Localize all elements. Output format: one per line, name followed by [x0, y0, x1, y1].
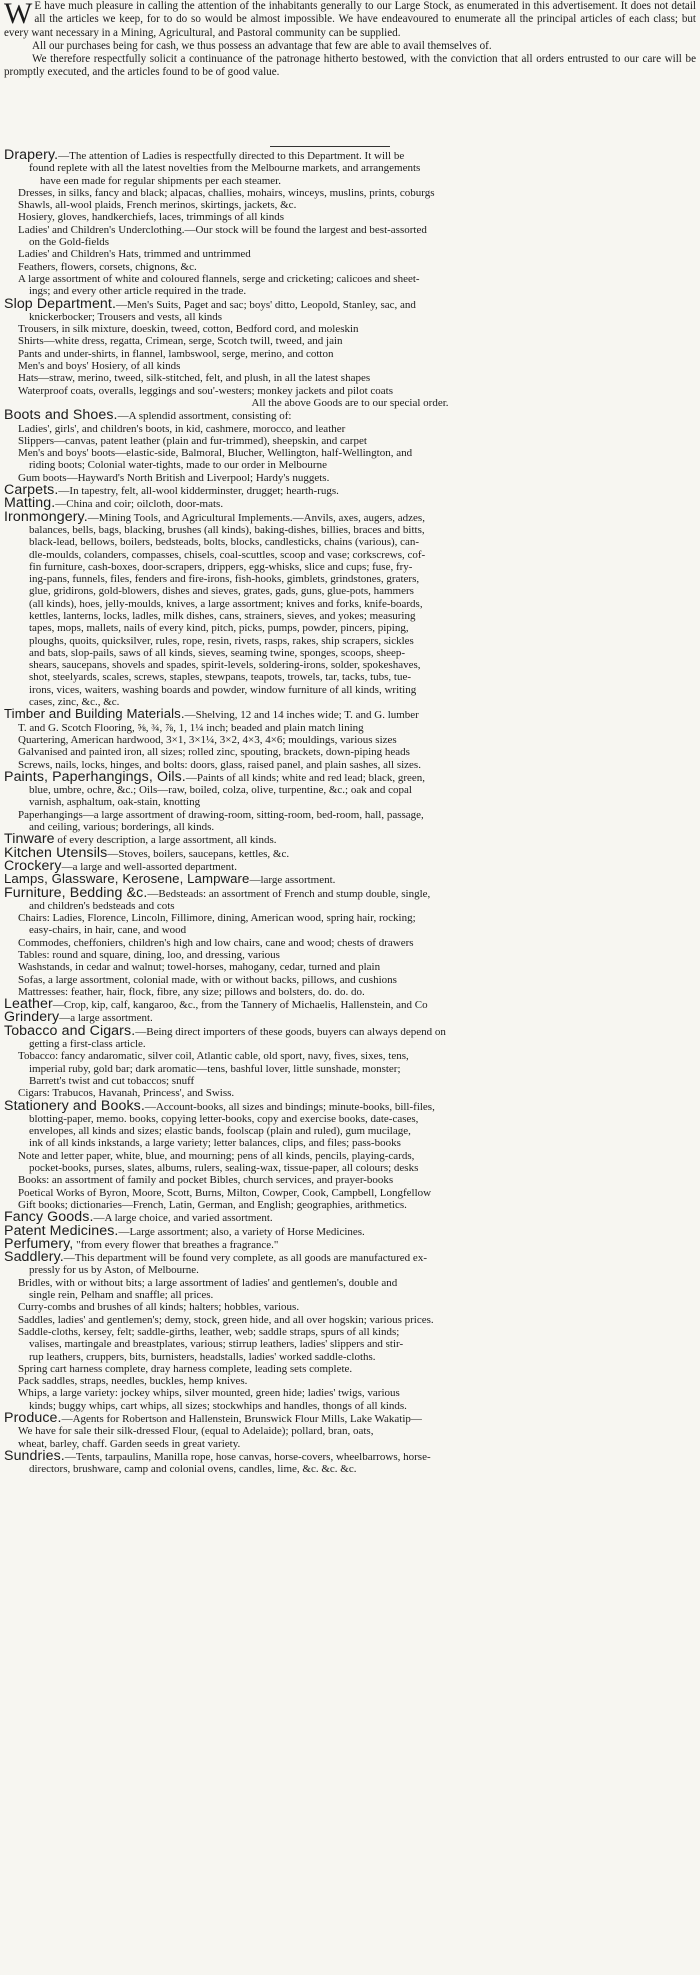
- section-produce: [4, 1412, 696, 1450]
- item-line: All the above Goods are to our special order.: [251, 396, 449, 409]
- section-furniture: [4, 887, 696, 999]
- item-line: Screws, nails, locks, hinges, and bolts: doors, glass, raised panel, and plain sashes, all sizes.: [18, 758, 421, 771]
- section-carpets: [4, 484, 696, 497]
- section-heading: Grindery: [4, 1011, 60, 1025]
- section-text: —Bedsteads: an assortment of French and stump double, single,: [147, 887, 431, 900]
- item-line: Dresses, in silks, fancy and black; alpacas, challies, mohairs, winceys, muslins, prints, coburgs: [18, 186, 435, 199]
- section-heading: Perfumery,: [4, 1237, 74, 1252]
- item-line: Men's and boys' Hosiery, of all kinds: [18, 360, 181, 373]
- section-heading-line: [4, 860, 696, 873]
- section-divider: [270, 146, 390, 147]
- section-heading-line: [4, 1011, 696, 1024]
- item-line: Books: an assortment of family and pocket Bibles, church services, and prayer-books: [18, 1174, 394, 1187]
- intro-paragraph-2: All our purchases being for cash, we thus possess an advantage that few are able to avail themselves of.: [32, 39, 492, 52]
- section-ironmongery: [4, 511, 696, 709]
- item-line: irons, vices, waiters, washing boards and powder, window furniture of all kinds, writing: [29, 683, 417, 696]
- section-text: —Account-books, all sizes and bindings; minute-books, bill-files,: [144, 1100, 435, 1113]
- section-heading: Paints, Paperhangings, Oils.: [4, 770, 186, 785]
- item-line: getting a first-class article.: [29, 1038, 146, 1051]
- section-grindery: [4, 1011, 696, 1024]
- section-text: —Men's Suits, Paget and sac; boys' ditto, Leopold, Stanley, sac, and: [116, 298, 416, 311]
- section-text: —a large and well-assorted department.: [61, 860, 237, 873]
- item-line: Commodes, cheffoniers, children's high and low chairs, cane and wood; chests of drawers: [18, 936, 414, 949]
- section-text: —Large assortment; also, a variety of Horse Medicines.: [118, 1225, 365, 1238]
- section-heading: Tobacco and Cigars.: [4, 1024, 136, 1039]
- item-line: envelopes, all kinds and sizes; elastic bands, foolscap (plain and ruled), gum mucilage,: [29, 1125, 411, 1138]
- section-text: —In tapestry, felt, all-wool kidderminster, drugget; hearth-rugs.: [58, 485, 339, 498]
- product-catalog: [4, 149, 696, 1475]
- section-boots: [4, 409, 696, 484]
- section-timber: [4, 708, 696, 770]
- section-heading: Matting.: [4, 497, 56, 511]
- item-line: pocket-books, purses, slates, albums, rulers, sealing-wax, tissue-paper, all colours; desks: [29, 1162, 419, 1175]
- section-heading-line: [4, 1412, 696, 1425]
- item-line: Gum boots—Hayward's North British and Liverpool; Hardy's nuggets.: [18, 471, 330, 484]
- section-heading-line: [4, 1025, 696, 1038]
- item-line: ink of all kinds inkstands, a large variety; letter balances, clips, and files; pass-books: [29, 1137, 401, 1150]
- item-line: Ladies' and Children's Underclothing.—Our stock will be found the largest and best-assorted: [18, 223, 427, 236]
- section-crockery: [4, 860, 696, 873]
- section-heading: Tinware: [4, 833, 55, 847]
- section-text: —Crop, kip, calf, kangaroo, &c., from the Tannery of Michaelis, Hallenstein, and Co: [52, 999, 428, 1012]
- section-heading: Furniture, Bedding &c.: [4, 886, 148, 900]
- item-line: shot, steelyards, scales, screws, staples, stewpans, teapots, trowels, tar, tacks, tubs, tue-: [29, 671, 412, 684]
- section-heading: Lamps, Glassware, Kerosene, Lampware: [4, 873, 250, 887]
- section-heading: Sundries.: [4, 1449, 65, 1464]
- section-heading: Ironmongery.: [4, 510, 88, 524]
- section-heading-line: [4, 887, 696, 900]
- item-line: Ladies' and Children's Hats, trimmed and untrimmed: [18, 248, 251, 261]
- item-line: Hosiery, gloves, handkerchiefs, laces, trimmings of all kinds: [18, 211, 284, 224]
- section-heading-line: [4, 771, 696, 784]
- item-line: kettles, lanterns, locks, ladles, milk dishes, cans, strainers, sieves, and yokes; measuring: [29, 609, 416, 622]
- section-fancy: [4, 1211, 696, 1224]
- section-kitchen: [4, 847, 696, 860]
- item-line: blotting-paper, memo. books, copying letter-books, copy and exercise books, date-cases,: [29, 1112, 419, 1125]
- section-text: "from every flower that breathes a fragrance.": [73, 1238, 279, 1251]
- item-line: Mattresses: feather, hair, flock, fibre, any size; pillows and bolsters, do. do. do.: [18, 985, 365, 998]
- item-line: Chairs: Ladies, Florence, Lincoln, Fillimore, dining, American wood, spring hair, rocking;: [18, 912, 416, 925]
- section-text: of every description, a large assortment, all kinds.: [54, 834, 277, 847]
- section-heading-line: [4, 1211, 696, 1224]
- item-line: fin furniture, cash-boxes, door-scrapers, drippers, egg-whisks, slice and cups; fuse, fry-: [29, 560, 413, 573]
- section-slop: [4, 298, 696, 410]
- section-heading: Timber and Building Materials.: [4, 708, 185, 722]
- item-line: Pack saddles, straps, needles, buckles, hemp knives.: [18, 1375, 248, 1388]
- item-line: Trousers, in silk mixture, doeskin, tweed, cotton, Bedford cord, and moleskin: [18, 323, 359, 336]
- section-text: —A splendid assortment, consisting of:: [117, 410, 292, 423]
- item-line: Slippers—canvas, patent leather (plain and fur-trimmed), sheepskin, and carpet: [18, 434, 367, 447]
- item-line: blue, umbre, ochre, &c.; Oils—raw, boiled, colza, olive, turpentine, &c.; oak and copal: [29, 784, 412, 797]
- section-text: —A large choice, and varied assortment.: [93, 1212, 273, 1225]
- item-line: glue, gridirons, gold-blowers, dishes and sieves, grates, gads, guns, glue-pots, hammers: [29, 585, 414, 598]
- intro-block: [4, 0, 696, 80]
- item-line: Saddles, ladies' and gentlemen's; demy, stock, green hide, and all over hogskin; various prices.: [18, 1313, 434, 1326]
- section-heading-line: [4, 511, 696, 524]
- item-line: Spring cart harness complete, dray harness complete, leading sets complete.: [18, 1362, 353, 1375]
- section-heading-line: [4, 1100, 696, 1113]
- section-heading-line: [4, 484, 696, 497]
- section-heading-line: [4, 149, 696, 162]
- section-perfumery: [4, 1238, 696, 1251]
- item-line: Pants and under-shirts, in flannel, lambswool, serge, merino, and cotton: [18, 347, 334, 360]
- item-line: A large assortment of white and coloured flannels, serge and cricketing; calicoes and sheet-: [18, 272, 420, 285]
- item-line: dle-moulds, colanders, compasses, chisels, coal-scuttles, scoop and vase; corkscrews, cof-: [29, 548, 426, 561]
- section-heading-line: [4, 409, 696, 422]
- section-heading: Drapery.: [4, 149, 59, 163]
- item-line: ings; and every other article required in the trade.: [29, 285, 247, 298]
- section-heading: Stationery and Books.: [4, 1099, 145, 1113]
- item-line: Bridles, with or without bits; a large assortment of ladies' and gentlemen's, double and: [18, 1276, 398, 1289]
- item-line: knickerbocker; Trousers and vests, all kinds: [29, 310, 223, 323]
- section-stationery: [4, 1100, 696, 1212]
- section-heading: Kitchen Utensils: [4, 846, 108, 860]
- section-saddlery: [4, 1251, 696, 1412]
- item-line: We have for sale their silk-dressed Flour, (equal to Adelaide); pollard, bran, oats,: [18, 1425, 374, 1438]
- item-line: have een made for regular shipments per each steamer.: [40, 174, 281, 187]
- item-line: Quartering, American hardwood, 3×1, 3×1¼, 3×2, 4×3, 4×6; mouldings, various sizes: [18, 733, 397, 746]
- item-line: found replete with all the latest novelties from the Melbourne markets, and arrangements: [29, 162, 421, 175]
- section-tinware: [4, 833, 696, 846]
- drop-cap: W: [4, 0, 33, 30]
- section-text: —large assortment.: [249, 874, 336, 887]
- item-line: balances, bells, bags, blacking, brushes (all kinds), baking-dishes, billies, braces and bitts,: [29, 523, 425, 536]
- section-heading-line: [4, 1450, 696, 1463]
- intro-text-1: E have much pleasure in calling the attention of the inhabitants generally to our Large Stock, as enumerated in this advertisement. It does not detail all the articles we keep, for to do so would be almost impossible. We have endeavoured to enumerate all the principal articles of each class; but every want necessary in a Mining, Agricultural, and Pastoral community can be supplied.: [4, 0, 696, 39]
- section-heading-line: [4, 998, 696, 1011]
- item-line: Men's and boys' boots—elastic-side, Balmoral, Blucher, Wellington, half-Wellington, and: [18, 447, 413, 460]
- section-text: —China and coir; oilcloth, door-mats.: [55, 498, 224, 511]
- item-line: Galvanised and painted iron, all sizes; rolled zinc, spouting, brackets, down-piping heads: [18, 746, 410, 759]
- item-line: riding boots; Colonial water-tights, made to our order in Melbourne: [29, 459, 327, 472]
- item-line: Gift books; dictionaries—French, Latin, German, and English; geographies, arithmetics.: [18, 1198, 407, 1211]
- section-matting: [4, 497, 696, 510]
- item-line: valises, martingale and breastplates, various; stirrup leathers, ladies' slippers and stir-: [29, 1338, 404, 1351]
- item-line: (all kinds), hoes, jelly-moulds, knives, a large assortment; knives and forks, knife-boards,: [29, 597, 423, 610]
- section-heading: Crockery: [4, 859, 62, 874]
- item-line: pressly for us by Aston, of Melbourne.: [29, 1264, 199, 1277]
- section-text: —Shelving, 12 and 14 inches wide; T. and G. lumber: [184, 709, 419, 722]
- item-line: Curry-combs and brushes of all kinds; halters; hobbles, various.: [18, 1301, 300, 1314]
- item-line: Tobacco: fancy andaromatic, silver coil, Atlantic cable, old sport, navy, fives, sixes, tens,: [18, 1050, 409, 1063]
- item-line: and ceiling, various; borderings, all kinds.: [29, 821, 215, 834]
- item-line: shears, saucepans, shovels and spades, spirit-levels, soldering-irons, solder, spokeshaves,: [29, 659, 421, 672]
- section-text: —This department will be found very complete, as all goods are manufactured ex-: [63, 1252, 427, 1265]
- section-text: —Agents for Robertson and Hallenstein, Brunswick Flour Mills, Lake Wakatip—: [61, 1412, 422, 1425]
- item-line: cases, zinc, &c., &c.: [29, 696, 120, 709]
- item-line: Saddle-cloths, kersey, felt; saddle-girths, leather, web; saddle straps, spurs of all kinds;: [18, 1325, 400, 1338]
- item-line: Hats—straw, merino, tweed, silk-stitched, felt, and plush, in all the latest shapes: [18, 372, 371, 385]
- item-line: varnish, asphaltum, oak-stain, knotting: [29, 796, 201, 809]
- item-line: on the Gold-fields: [29, 236, 110, 249]
- section-heading: Saddlery.: [4, 1251, 64, 1265]
- item-line: Cigars: Trabucos, Havanah, Princess', and Swiss.: [18, 1087, 235, 1100]
- section-heading-line: [4, 1238, 696, 1251]
- item-line: easy-chairs, in hair, cane, and wood: [29, 924, 187, 937]
- item-line: Waterproof coats, overalls, leggings and sou'-westers; monkey jackets and pilot coats: [18, 384, 393, 397]
- item-line: T. and G. Scotch Flooring, ⅝, ¾, ⅞, 1, 1¼ inch; beaded and plain match lining: [18, 721, 364, 734]
- section-text: —Stoves, boilers, saucepans, kettles, &c.: [107, 847, 290, 860]
- section-heading-line: [4, 497, 696, 510]
- section-lamps: [4, 873, 696, 886]
- item-line: Washstands, in cedar and walnut; towel-horses, mahogany, cedar, turned and plain: [18, 961, 381, 974]
- item-line: Ladies', girls', and children's boots, in kid, cashmere, morocco, and leather: [18, 422, 346, 435]
- section-drapery: [4, 149, 696, 298]
- section-heading: Slop Department.: [4, 297, 117, 311]
- section-heading: Carpets.: [4, 484, 59, 498]
- section-patent: [4, 1225, 696, 1238]
- section-heading-line: [4, 847, 696, 860]
- section-heading-line: [4, 1251, 696, 1264]
- item-line: imperial ruby, gold bar; dark aromatic—tens, bashful lover, little sunshade, monster;: [29, 1062, 401, 1075]
- section-heading-line: [4, 298, 696, 311]
- intro-paragraph-1: [4, 0, 696, 40]
- item-line: and bats, slop-pails, saws of all kinds, sieves, seaming twine, sponges, scoops, sheep-: [29, 646, 406, 659]
- section-heading: Produce.: [4, 1411, 62, 1426]
- section-heading: Patent Medicines.: [4, 1224, 119, 1238]
- item-line: Feathers, flowers, corsets, chignons, &c.: [18, 260, 197, 273]
- item-line: directors, brushware, camp and colonial ovens, candles, lime, &c. &c. &c.: [29, 1463, 357, 1476]
- section-paints: [4, 771, 696, 833]
- section-text: —Being direct importers of these goods, buyers can always depend on: [135, 1025, 446, 1038]
- section-text: —Tents, tarpaulins, Manilla rope, hose canvas, horse-covers, wheelbarrows, horse-: [64, 1450, 431, 1463]
- section-heading: Boots and Shoes.: [4, 409, 118, 423]
- section-heading: Fancy Goods.: [4, 1211, 94, 1225]
- item-line: Sofas, a large assortment, colonial made, with or without backs, pillows, and cushions: [18, 973, 397, 986]
- item-line: kinds; buggy whips, cart whips, all sizes; stockwhips and handles, thongs of all kinds.: [29, 1399, 407, 1412]
- item-line: rup leathers, cruppers, bits, burnisters, headstalls, ladies' worked saddle-cloths.: [29, 1350, 376, 1363]
- item-line: black-lead, bellows, boilers, bedsteads, bolts, blocks, candlesticks, chains (various), can-: [29, 536, 420, 549]
- item-line: Whips, a large variety: jockey whips, silver mounted, green hide; ladies' twigs, various: [18, 1387, 400, 1400]
- section-heading: Leather: [4, 998, 53, 1012]
- item-line: Shawls, all-wool plaids, French merinos, skirtings, jackets, &c.: [18, 199, 297, 212]
- section-leather: [4, 998, 696, 1011]
- section-sundries: [4, 1450, 696, 1476]
- item-line: Paperhangings—a large assortment of drawing-room, sitting-room, bed-room, hall, passage,: [18, 808, 424, 821]
- section-text: —The attention of Ladies is respectfully directed to this Department. It will be: [58, 150, 405, 162]
- item-line: Tables: round and square, dining, loo, and dressing, various: [18, 949, 280, 961]
- section-heading-line: [4, 1225, 696, 1238]
- section-text: —a large assortment.: [59, 1012, 153, 1025]
- item-line: Poetical Works of Byron, Moore, Scott, Burns, Milton, Cowper, Cook, Campbell, Longfellow: [18, 1186, 432, 1199]
- item-line: ploughs, quoits, quicksilver, rules, rope, resin, rivets, rasps, rakes, ship scrapers, sickles: [29, 634, 414, 647]
- item-line: Shirts—white dress, regatta, Crimean, serge, Scotch twill, tweed, and jain: [18, 335, 343, 348]
- item-line: tapes, mops, mallets, nails of every kind, pitch, picks, pumps, powder, pincers, piping,: [29, 622, 409, 635]
- section-heading-line: [4, 833, 696, 846]
- section-heading-line: [4, 873, 696, 886]
- section-tobacco: [4, 1025, 696, 1100]
- item-line: ing-pans, funnels, files, fenders and fire-irons, fish-hooks, gimblets, grindstones, graters,: [29, 573, 420, 586]
- item-line: Note and letter paper, white, blue, and mourning; pens of all kinds, pencils, playing-cards,: [18, 1149, 415, 1162]
- item-line: wheat, barley, chaff. Garden seeds in great variety.: [18, 1437, 241, 1450]
- section-text: —Paints of all kinds; white and red lead; black, green,: [185, 771, 426, 784]
- item-line: Barrett's twist and cut tobaccos; snuff: [29, 1074, 195, 1087]
- intro-paragraph-3: We therefore respectfully solicit a continuance of the patronage hitherto bestowed, with the conviction that all orders entrusted to our care will be promptly executed, and the articles found to be of good value.: [4, 53, 696, 79]
- item-line: single rein, Pelham and snaffle; all prices.: [29, 1289, 214, 1302]
- item-line: and children's bedsteads and cots: [29, 899, 175, 912]
- section-text: —Mining Tools, and Agricultural Implements.—Anvils, axes, augers, adzes,: [87, 511, 425, 524]
- section-heading-line: [4, 708, 696, 721]
